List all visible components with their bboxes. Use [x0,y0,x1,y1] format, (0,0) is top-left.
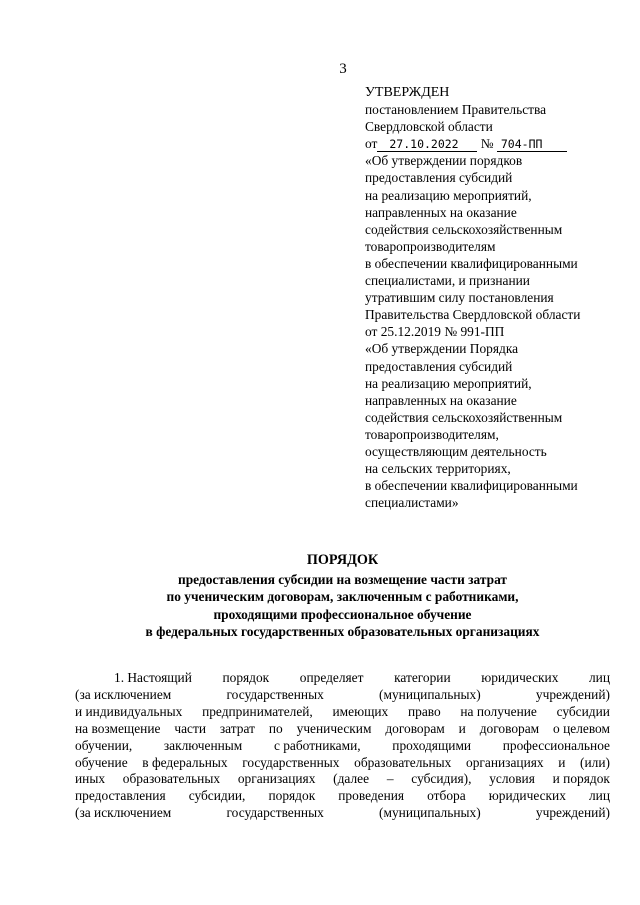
body-word: на возмещение [75,720,161,736]
body-word: (муниципальных) [379,686,481,702]
body-word: отбора [427,788,466,804]
decree-line: содействия сельскохозяйственным [365,221,563,237]
body-word: условия [489,771,535,787]
number-field: 704-ПП [497,138,567,152]
body-line [75,788,610,805]
decree-line: направленных на оказание [365,392,517,408]
decree-line: утратившим силу постановления [365,290,554,306]
body-word: (за исключением [75,686,172,702]
body-word: лиц [588,670,610,685]
body-word: право [407,703,441,719]
body-word: организациях [466,754,544,770]
body-word: государственных [226,805,324,821]
body-word: и [458,720,466,736]
date-prefix: от [365,136,378,152]
decree-line: предоставления субсидий [365,358,513,374]
body-word: субсидии [556,703,610,719]
body-word: ученическим [296,720,372,736]
body-word: части [174,720,206,736]
body-word: проходящими [392,737,472,753]
body-line [75,704,610,721]
decree-line: осуществляющим деятельность [365,443,547,459]
approval-line: постановлением Правительства [365,102,547,118]
body-word: с работниками, [273,737,361,753]
title-subtitle-line: предоставления субсидии на возмещение части затрат [178,571,507,587]
body-word: договорам [479,720,540,736]
body-word: в федеральных [142,754,228,770]
body-word: – [386,771,394,787]
body-word: предоставления [75,788,166,804]
body-word: субсидия), [411,771,472,787]
decree-line: содействия сельскохозяйственным [365,409,563,425]
body-word: иных [75,771,106,787]
decree-line: в обеспечении квалифицированными [365,255,578,271]
body-paragraph [75,670,610,822]
page-number: 3 [339,61,347,77]
body-word: предпринимателей, [202,703,313,719]
decree-line: «Об утверждении Порядка [365,341,519,357]
body-word: категории [394,670,451,685]
body-word: учреждений) [535,805,610,821]
body-word: обучение [75,754,128,770]
body-word: профессиональное [502,737,610,753]
approval-line: Свердловской области [365,119,493,135]
body-word: по [268,720,283,736]
approval-date-line [365,135,630,152]
number-sign: № [480,136,494,152]
body-word: проведения [338,788,405,804]
body-word: образовательных [122,771,221,787]
body-line [75,805,610,822]
decree-line: товаропроизводителям [365,238,496,254]
body-word: образовательных [354,754,452,770]
decree-line: Правительства Свердловской области [365,307,581,323]
body-word: о целевом [553,720,610,736]
body-word: (или) [580,754,610,770]
body-word: учреждений) [535,686,610,702]
body-word: (далее [333,771,370,787]
body-word: затрат [219,720,255,736]
title-main: ПОРЯДОК [306,552,379,568]
body-word: порядок [222,670,270,685]
body-word: юридических [481,670,559,685]
body-word: и порядок [552,771,610,787]
body-word: субсидии, [188,788,246,804]
body-word: заключенным [163,737,243,753]
body-word: и индивидуальных [75,703,183,719]
title-subtitle-line: по ученическим договорам, заключенным с работниками, [166,589,519,604]
decree-line: от 25.12.2019 № 991-ПП [365,324,505,340]
body-word: государственных [242,754,340,770]
title-subtitle [75,571,610,641]
body-line [75,738,610,755]
body-line [75,771,610,788]
body-word: государственных [226,686,324,702]
body-line [75,755,610,772]
date-field: 27.10.2022 [377,138,477,152]
decree-line: специалистами» [365,495,459,511]
title-subtitle-line: проходящими профессиональное обучение [213,606,472,622]
approval-block [365,84,630,511]
approval-heading: УТВЕРЖДЕН [365,85,450,100]
body-word: определяет [299,670,364,685]
body-word: и [558,754,566,770]
body-word: (муниципальных) [379,805,481,821]
body-line [75,721,610,738]
body-word: 1. Настоящий [114,670,192,685]
body-word: имеющих [332,703,389,719]
body-word: организациях [237,771,316,787]
decree-line: «Об утверждении порядков [365,153,523,169]
decree-line: на реализацию мероприятий, [365,375,532,391]
body-word: порядок [268,788,316,804]
title-subtitle-line: в федеральных государственных образовательных организациях [145,624,540,639]
body-word: на получение [460,703,537,719]
body-word: договорам [385,720,445,736]
decree-line: на реализацию мероприятий, [365,187,532,203]
body-word: юридических [488,788,566,804]
body-word: лиц [588,788,610,804]
body-word: (за исключением [75,805,172,821]
body-line [75,687,610,704]
decree-line: в обеспечении квалифицированными [365,478,578,494]
decree-line: направленных на оказание [365,204,517,220]
decree-line: товаропроизводителям, [365,426,499,442]
body-word: обучении, [75,737,133,753]
decree-reference [365,152,630,511]
document-title [75,552,610,641]
decree-line: предоставления субсидий [365,170,513,186]
decree-line: специалистами, и признании [365,273,530,289]
decree-line: на сельских территориях, [365,461,511,477]
body-line [75,670,610,687]
